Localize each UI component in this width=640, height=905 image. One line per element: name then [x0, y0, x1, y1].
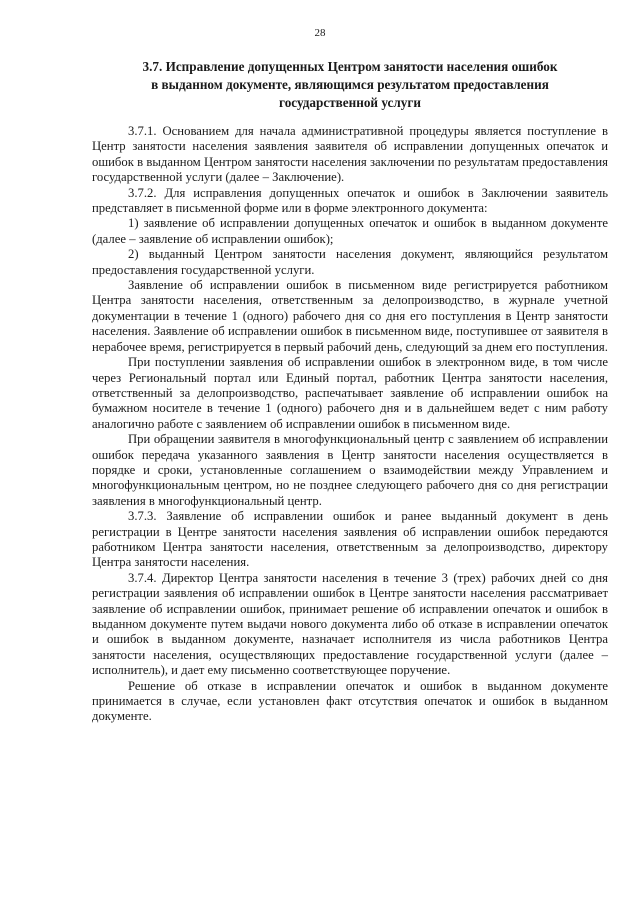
- section-heading-line: государственной услуги: [279, 95, 421, 110]
- document-body: [92, 124, 608, 725]
- list-item-issued-document: 2) выданный Центром занятости населения документ, являющийся результатом предоставления государственной услуги.: [92, 247, 608, 277]
- list-item-application: 1) заявление об исправлении допущенных опечаток и ошибок в выданном документе (далее – заявление об исправлении ошибок);: [92, 216, 608, 246]
- section-heading-line: в выданном документе, являющимся результатом предоставления: [151, 77, 549, 92]
- page-number: 28: [314, 27, 326, 39]
- section-heading: [92, 58, 608, 112]
- paragraph-3-7-3: 3.7.3. Заявление об исправлении ошибок и ранее выданный документ в день регистрации в Центре занятости населения заявления об исправлении ошибок передаются работником Центра занятости населения, ответственным за делопроизводство, директору Центра занятости населения.: [92, 509, 608, 570]
- paragraph-3-7-4: 3.7.4. Директор Центра занятости населения в течение 3 (трех) рабочих дней со дня регистрации заявления об исправлении ошибок в Центре занятости населения рассматривает заявление об исправлении ошибок, принимает решение об исправлении опечаток и ошибок в выданном документе путем выдачи нового документа либо об отказе в исправлении опечаток и ошибок в выданном документе, назначает исполнителя из числа работников Центра занятости населения, осуществляющих предоставление государственной услуги (далее – исполнитель), и дает ему письменно соответствующее поручение.: [92, 570, 608, 678]
- paragraph-written-registration: Заявление об исправлении ошибок в письменном виде регистрируется работником Центра занятости населения, ответственным за делопроизводство, в журнале учетной документации в течение 1 (одного) рабочего дня со дня его поступления в Центр занятости населения. Заявление об исправлении ошибок в письменном виде, поступившее от заявителя в нерабочее время, регистрируется в первый рабочий день, следующий за днем его поступления.: [92, 278, 608, 354]
- paragraph-3-7-2: 3.7.2. Для исправления допущенных опечаток и ошибок в Заключении заявитель представляет в письменной форме или в форме электронного документа:: [92, 185, 608, 216]
- paragraph-electronic-registration: При поступлении заявления об исправлении ошибок в электронном виде, в том числе через Региональный портал или Единый портал, работник Центра занятости населения, ответственный за делопроизводство, распечатывает заявление об исправлении ошибок на бумажном носителе в течение 1 (одного) рабочего дня и в дальнейшем ведет с ним работу аналогично работе с заявлением об исправлении ошибок в письменном виде.: [92, 355, 608, 431]
- section-heading-line: 3.7. Исправление допущенных Центром занятости населения ошибок: [142, 59, 558, 74]
- paragraph-multifunctional-center: При обращении заявителя в многофункциональный центр с заявлением об исправлении ошибок передача указанного заявления в Центр занятости населения осуществляется в порядке и сроки, установленные соглашением о взаимодействии между Управлением и многофункциональным центром, но не позднее следующего рабочего дня со дня регистрации заявления в многофункциональный центр.: [92, 432, 608, 508]
- paragraph-refusal-decision: Решение об отказе в исправлении опечаток и ошибок в выданном документе принимается в случае, если установлен факт отсутствия опечаток и ошибок в выданном документе.: [92, 678, 608, 724]
- paragraph-3-7-1: 3.7.1. Основанием для начала административной процедуры является поступление в Центр занятости населения заявления заявителя об исправлении допущенных опечаток и ошибок в выданном Центром занятости населения заключении по результатам предоставления государственной услуги (далее – Заключение).: [92, 124, 608, 185]
